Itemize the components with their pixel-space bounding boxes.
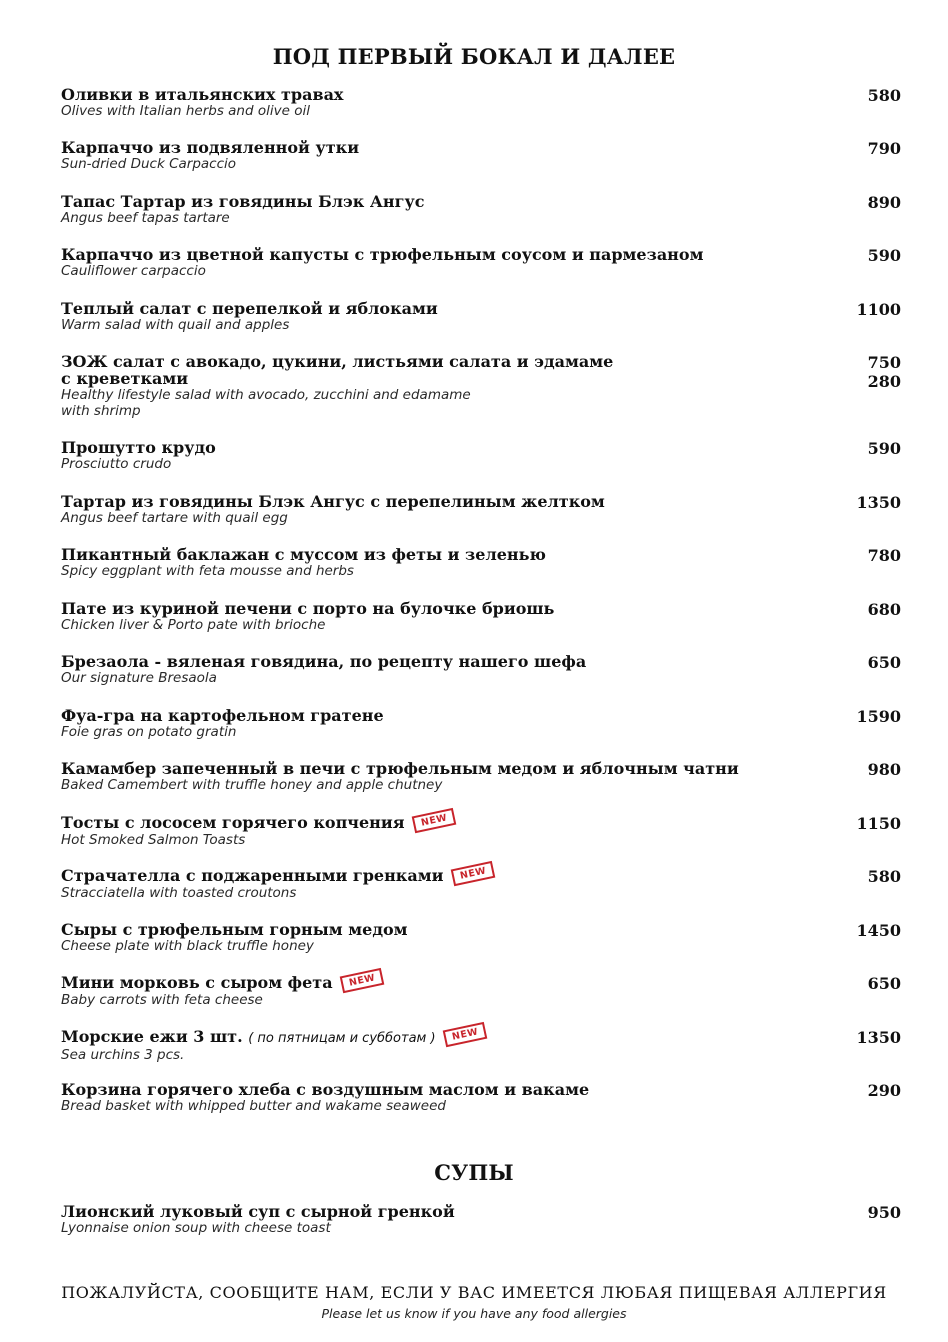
item-name: Теплый салат с перепелкой и яблоками <box>61 299 438 318</box>
price-value: 1350 <box>856 1028 901 1047</box>
menu-item <box>61 600 901 633</box>
price-value: 650 <box>867 653 901 672</box>
price-value: 780 <box>867 546 901 565</box>
item-desc: Sun-dried Duck Carpaccio <box>61 156 237 172</box>
item-price <box>868 193 901 212</box>
item-name-row <box>61 867 901 885</box>
menu-item <box>61 814 901 848</box>
item-name: Прошутто крудо <box>61 438 216 457</box>
item-price <box>868 974 901 993</box>
item-price <box>868 867 901 886</box>
item-desc: Baby carrots with feta cheese <box>61 992 263 1008</box>
item-name: Тапас Тартар из говядины Блэк Ангус <box>61 192 425 211</box>
price-value: 1100 <box>856 300 901 319</box>
item-name: Оливки в итальянских травах <box>61 85 344 104</box>
allergy-notice-ru: ПОЖАЛУЙСТА, СООБЩИТЕ НАМ, ЕСЛИ У ВАС ИМЕЕТСЯ ЛЮБАЯ ПИЩЕВАЯ АЛЛЕРГИЯ <box>61 1283 887 1302</box>
item-price <box>856 1028 901 1047</box>
item-desc: Bread basket with whipped butter and wakame seaweed <box>61 1098 446 1114</box>
menu-item <box>61 1203 901 1236</box>
menu-item <box>61 300 901 333</box>
item-desc: Foie gras on potato gratin <box>61 724 237 740</box>
item-note: ( по пятницам и субботам ) <box>248 1031 436 1046</box>
item-desc: Healthy lifestyle salad with avocado, zucchini and edamame with shrimp <box>61 387 471 419</box>
item-price <box>856 707 901 726</box>
menu-item <box>61 86 901 119</box>
menu-item <box>61 353 901 419</box>
price-value: 950 <box>867 1203 901 1222</box>
price-value: 980 <box>867 760 901 779</box>
item-name: Фуа-гра на картофельном гратене <box>61 706 384 725</box>
item-price <box>868 353 901 391</box>
price-value: 580 <box>867 867 901 886</box>
new-badge: NEW <box>411 808 456 833</box>
item-name: Пате из куриной печени с порто на булочке бриошь <box>61 599 555 618</box>
menu-item <box>61 653 901 686</box>
item-name: Пикантный баклажан с муссом из феты и зеленью <box>61 545 546 564</box>
item-name: Тосты с лососем горячего копчения <box>61 813 405 832</box>
price-value: 590 <box>867 439 901 458</box>
item-desc: Stracciatella with toasted croutons <box>61 885 297 901</box>
menu-item <box>61 1081 901 1114</box>
item-price <box>868 1081 901 1100</box>
item-desc: Lyonnaise onion soup with cheese toast <box>61 1220 331 1236</box>
price-value: 580 <box>867 86 901 105</box>
item-desc: Spicy eggplant with feta mousse and herbs <box>61 563 354 579</box>
menu-item <box>61 139 901 172</box>
item-name: Карпаччо из подвяленной утки <box>61 138 360 157</box>
item-desc: Hot Smoked Salmon Toasts <box>61 832 246 848</box>
item-desc: Warm salad with quail and apples <box>61 317 290 333</box>
item-name: Страчателла с поджаренными гренками <box>61 866 444 885</box>
item-name: ЗОЖ салат с авокадо, цукини, листьями салата и эдамаме с креветками <box>61 352 614 388</box>
price-value: 290 <box>867 1081 901 1100</box>
item-price <box>856 814 901 833</box>
item-price <box>868 1203 901 1222</box>
menu-item <box>61 246 901 279</box>
item-price <box>868 246 901 265</box>
item-name-row <box>61 974 901 992</box>
item-price <box>856 493 901 512</box>
menu-item <box>61 493 901 526</box>
menu-item <box>61 546 901 579</box>
menu-item <box>61 921 901 954</box>
item-price <box>856 921 901 940</box>
menu-item <box>61 1028 901 1063</box>
menu-item <box>61 867 901 901</box>
item-desc: Our signature Bresaola <box>61 670 217 686</box>
item-name-row <box>61 814 901 832</box>
item-desc: Baked Camembert with truffle honey and apple chutney <box>61 777 443 793</box>
item-name: Морские ежи 3 шт. <box>61 1027 243 1046</box>
item-desc: Sea urchins 3 pcs. <box>61 1047 185 1063</box>
new-badge: NEW <box>339 968 384 993</box>
item-desc: Cauliflower carpaccio <box>61 263 206 279</box>
item-name: Корзина горячего хлеба с воздушным маслом и вакаме <box>61 1080 590 1099</box>
price-value: 1150 <box>856 814 901 833</box>
item-desc: Olives with Italian herbs and olive oil <box>61 103 310 119</box>
item-price <box>868 546 901 565</box>
item-name: Тартар из говядины Блэк Ангус с перепелиным желтком <box>61 492 605 511</box>
item-desc: Angus beef tartare with quail egg <box>61 510 288 526</box>
item-price <box>856 300 901 319</box>
item-desc: Angus beef tapas tartare <box>61 210 230 226</box>
price-value: 890 <box>867 193 901 212</box>
item-desc: Prosciutto crudo <box>61 456 172 472</box>
item-price <box>868 86 901 105</box>
item-desc: Cheese plate with black truffle honey <box>61 938 314 954</box>
item-price <box>868 760 901 779</box>
allergy-notice-en: Please let us know if you have any food allergies <box>321 1306 627 1321</box>
item-name: Лионский луковый суп с сырной гренкой <box>61 1202 455 1221</box>
new-badge: NEW <box>450 861 495 886</box>
item-price <box>868 600 901 619</box>
menu-item <box>61 439 901 472</box>
price-value: 590 <box>867 246 901 265</box>
item-name: Карпаччо из цветной капусты с трюфельным соусом и пармезаном <box>61 245 704 264</box>
menu-item <box>61 760 901 793</box>
menu-item <box>61 193 901 226</box>
menu-item <box>61 707 901 740</box>
item-name: Камамбер запеченный в печи с трюфельным медом и яблочным чатни <box>61 759 739 778</box>
item-name: Мини морковь с сыром фета <box>61 973 333 992</box>
price-value: 650 <box>867 974 901 993</box>
new-badge: NEW <box>442 1022 487 1047</box>
price-value-addon: 280 <box>867 372 901 391</box>
price-value: 1450 <box>856 921 901 940</box>
item-name-row <box>61 1028 901 1047</box>
item-name: Брезаола - вяленая говядина, по рецепту нашего шефа <box>61 652 587 671</box>
item-desc: Chicken liver & Porto pate with brioche <box>61 617 326 633</box>
section-title-starters: ПОД ПЕРВЫЙ БОКАЛ И ДАЛЕЕ <box>272 44 676 69</box>
price-value: 750 <box>867 353 901 372</box>
price-value: 790 <box>867 139 901 158</box>
price-value: 1350 <box>856 493 901 512</box>
item-name: Сыры с трюфельным горным медом <box>61 920 408 939</box>
item-price <box>868 653 901 672</box>
menu-item <box>61 974 901 1008</box>
section-title-soups: СУПЫ <box>434 1160 514 1185</box>
price-value: 1590 <box>856 707 901 726</box>
item-price <box>868 439 901 458</box>
price-value: 680 <box>867 600 901 619</box>
item-price <box>868 139 901 158</box>
